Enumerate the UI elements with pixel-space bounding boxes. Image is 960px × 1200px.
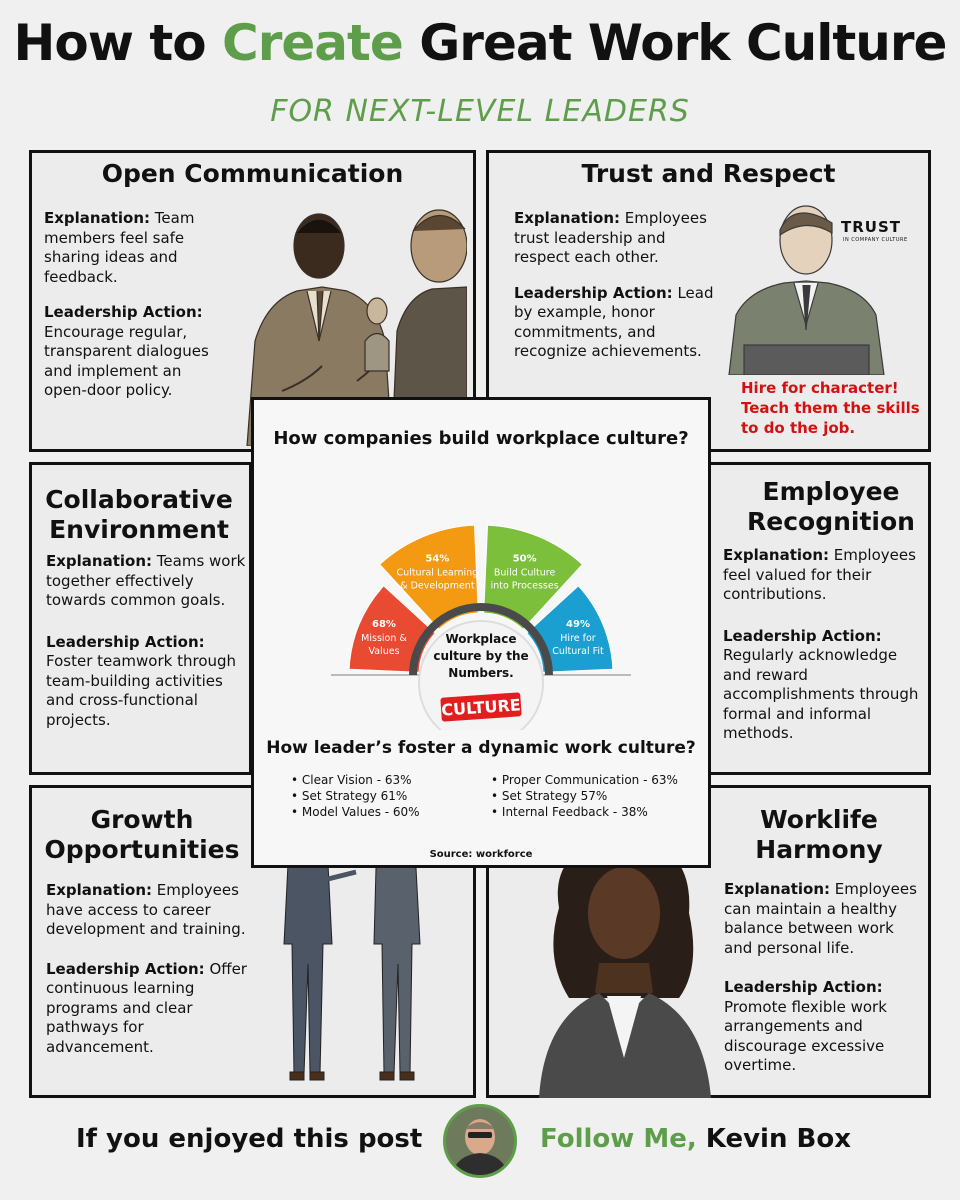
- card-body: [46, 881, 256, 1073]
- title-post: Great Work Culture: [402, 14, 947, 72]
- action-label: Leadership Action:: [514, 283, 673, 302]
- page-subtitle: FOR NEXT-LEVEL LEADERS: [270, 94, 690, 129]
- card-body: [46, 552, 246, 746]
- chart-category-label: Build Culture: [493, 567, 556, 579]
- card-title: Employee Recognition: [747, 477, 915, 536]
- explanation-text: Employees have access to career development and training.: [46, 881, 246, 938]
- footer-cta-text: If you enjoyed this post: [76, 1124, 423, 1154]
- card-body: [44, 209, 224, 417]
- bullet-item: • Proper Communication - 63%: [491, 772, 678, 788]
- chart-hub-text: culture by the: [433, 649, 529, 663]
- card-title: Collaborative Environment: [45, 485, 233, 544]
- action-text: Offer continuous learning programs and clear pathways for advancement.: [46, 959, 247, 1056]
- bullets-left: [291, 772, 420, 820]
- author-avatar[interactable]: [443, 1104, 517, 1178]
- follow-label: Follow Me,: [540, 1124, 697, 1154]
- chart-hub-text: Numbers.: [448, 666, 514, 680]
- title-pre: How to: [13, 14, 223, 72]
- bullet-item: • Set Strategy 57%: [491, 788, 678, 804]
- card-title: Worklife Harmony: [755, 805, 883, 864]
- explanation-label: Explanation:: [46, 552, 153, 570]
- card-title: Trust and Respect: [581, 159, 836, 188]
- action-text: Lead by example, honor commitments, and recognize achievements.: [514, 283, 714, 360]
- center-stats-panel: [251, 397, 711, 868]
- action-text: Foster teamwork through team-building activities and cross-functional projects.: [46, 652, 237, 729]
- explanation-text: Team members feel safe sharing ideas and feedback.: [44, 209, 195, 286]
- action-text: Encourage regular, transparent dialogues and implement an open-door policy.: [44, 322, 209, 399]
- bullets-right: [491, 772, 678, 820]
- bullet-item: • Model Values - 60%: [291, 804, 420, 820]
- action-label: Leadership Action:: [44, 303, 203, 321]
- card-body: [724, 880, 924, 1092]
- explanation-label: Explanation:: [724, 880, 831, 898]
- chart-hub-text: Workplace: [445, 632, 517, 646]
- chart-value-label: 49%: [566, 618, 590, 630]
- explanation-text: Employees can maintain a healthy balance between work and personal life.: [724, 880, 917, 957]
- explanation-label: Explanation:: [46, 881, 153, 899]
- chart-category-label: Cultural Learning: [396, 567, 479, 579]
- chart-category-label: Hire for: [560, 632, 596, 644]
- card-title: Growth Opportunities: [44, 805, 240, 864]
- culture-semicircle-chart: [274, 460, 688, 730]
- action-label: Leadership Action:: [46, 959, 205, 978]
- center-section-title: How leader’s foster a dynamic work culture?: [266, 738, 696, 758]
- trust-logo-subtext: IN COMPANY CULTURE: [843, 237, 908, 243]
- action-label: Leadership Action:: [724, 978, 883, 996]
- card-body: [514, 209, 714, 378]
- explanation-label: Explanation:: [723, 546, 830, 564]
- explanation-label: Explanation:: [514, 209, 621, 227]
- chart-category-label: & Development: [400, 580, 475, 592]
- action-text: Promote flexible work arrangements and discourage excessive overtime.: [724, 997, 887, 1074]
- trust-logo-text: TRUST: [841, 218, 901, 236]
- bullet-item: • Internal Feedback - 38%: [491, 804, 678, 820]
- explanation-label: Explanation:: [44, 209, 151, 227]
- chart-category-label: Mission &: [361, 632, 407, 644]
- bullet-item: • Clear Vision - 63%: [291, 772, 420, 788]
- action-label: Leadership Action:: [723, 626, 882, 645]
- bullet-item: • Set Strategy 61%: [291, 788, 420, 804]
- hire-callout: Hire for character! Teach them the skills to do the job.: [741, 379, 920, 437]
- culture-badge-text: CULTURE: [440, 695, 522, 720]
- chart-category-label: Values: [368, 645, 400, 657]
- source-note: Source: workforce: [429, 849, 533, 860]
- card-collaborative-environment: [29, 462, 252, 775]
- chart-category-label: into Processes: [490, 580, 559, 592]
- card-title: Open Communication: [101, 159, 404, 188]
- card-body: [723, 546, 923, 760]
- action-label: Leadership Action:: [46, 632, 205, 651]
- chart-value-label: 54%: [425, 553, 450, 565]
- explanation-text: Teams work together effectively towards common goals.: [46, 552, 246, 609]
- author-photo-icon: [446, 1107, 514, 1175]
- card-employee-recognition: [708, 462, 931, 775]
- chart-value-label: 50%: [512, 553, 537, 565]
- footer-follow-text[interactable]: [540, 1124, 851, 1154]
- action-text: Regularly acknowledge and reward accomplishments through formal and informal methods.: [723, 646, 919, 742]
- explanation-text: Employees feel valued for their contributions.: [723, 546, 916, 603]
- title-accent: Create: [222, 14, 403, 72]
- author-name: Kevin Box: [696, 1124, 851, 1154]
- explanation-text: Employees trust leadership and respect each other.: [514, 209, 707, 266]
- chart-value-label: 68%: [372, 618, 396, 630]
- page-title: [0, 14, 960, 72]
- chart-category-label: Cultural Fit: [552, 645, 604, 657]
- center-chart-title: How companies build workplace culture?: [273, 428, 689, 449]
